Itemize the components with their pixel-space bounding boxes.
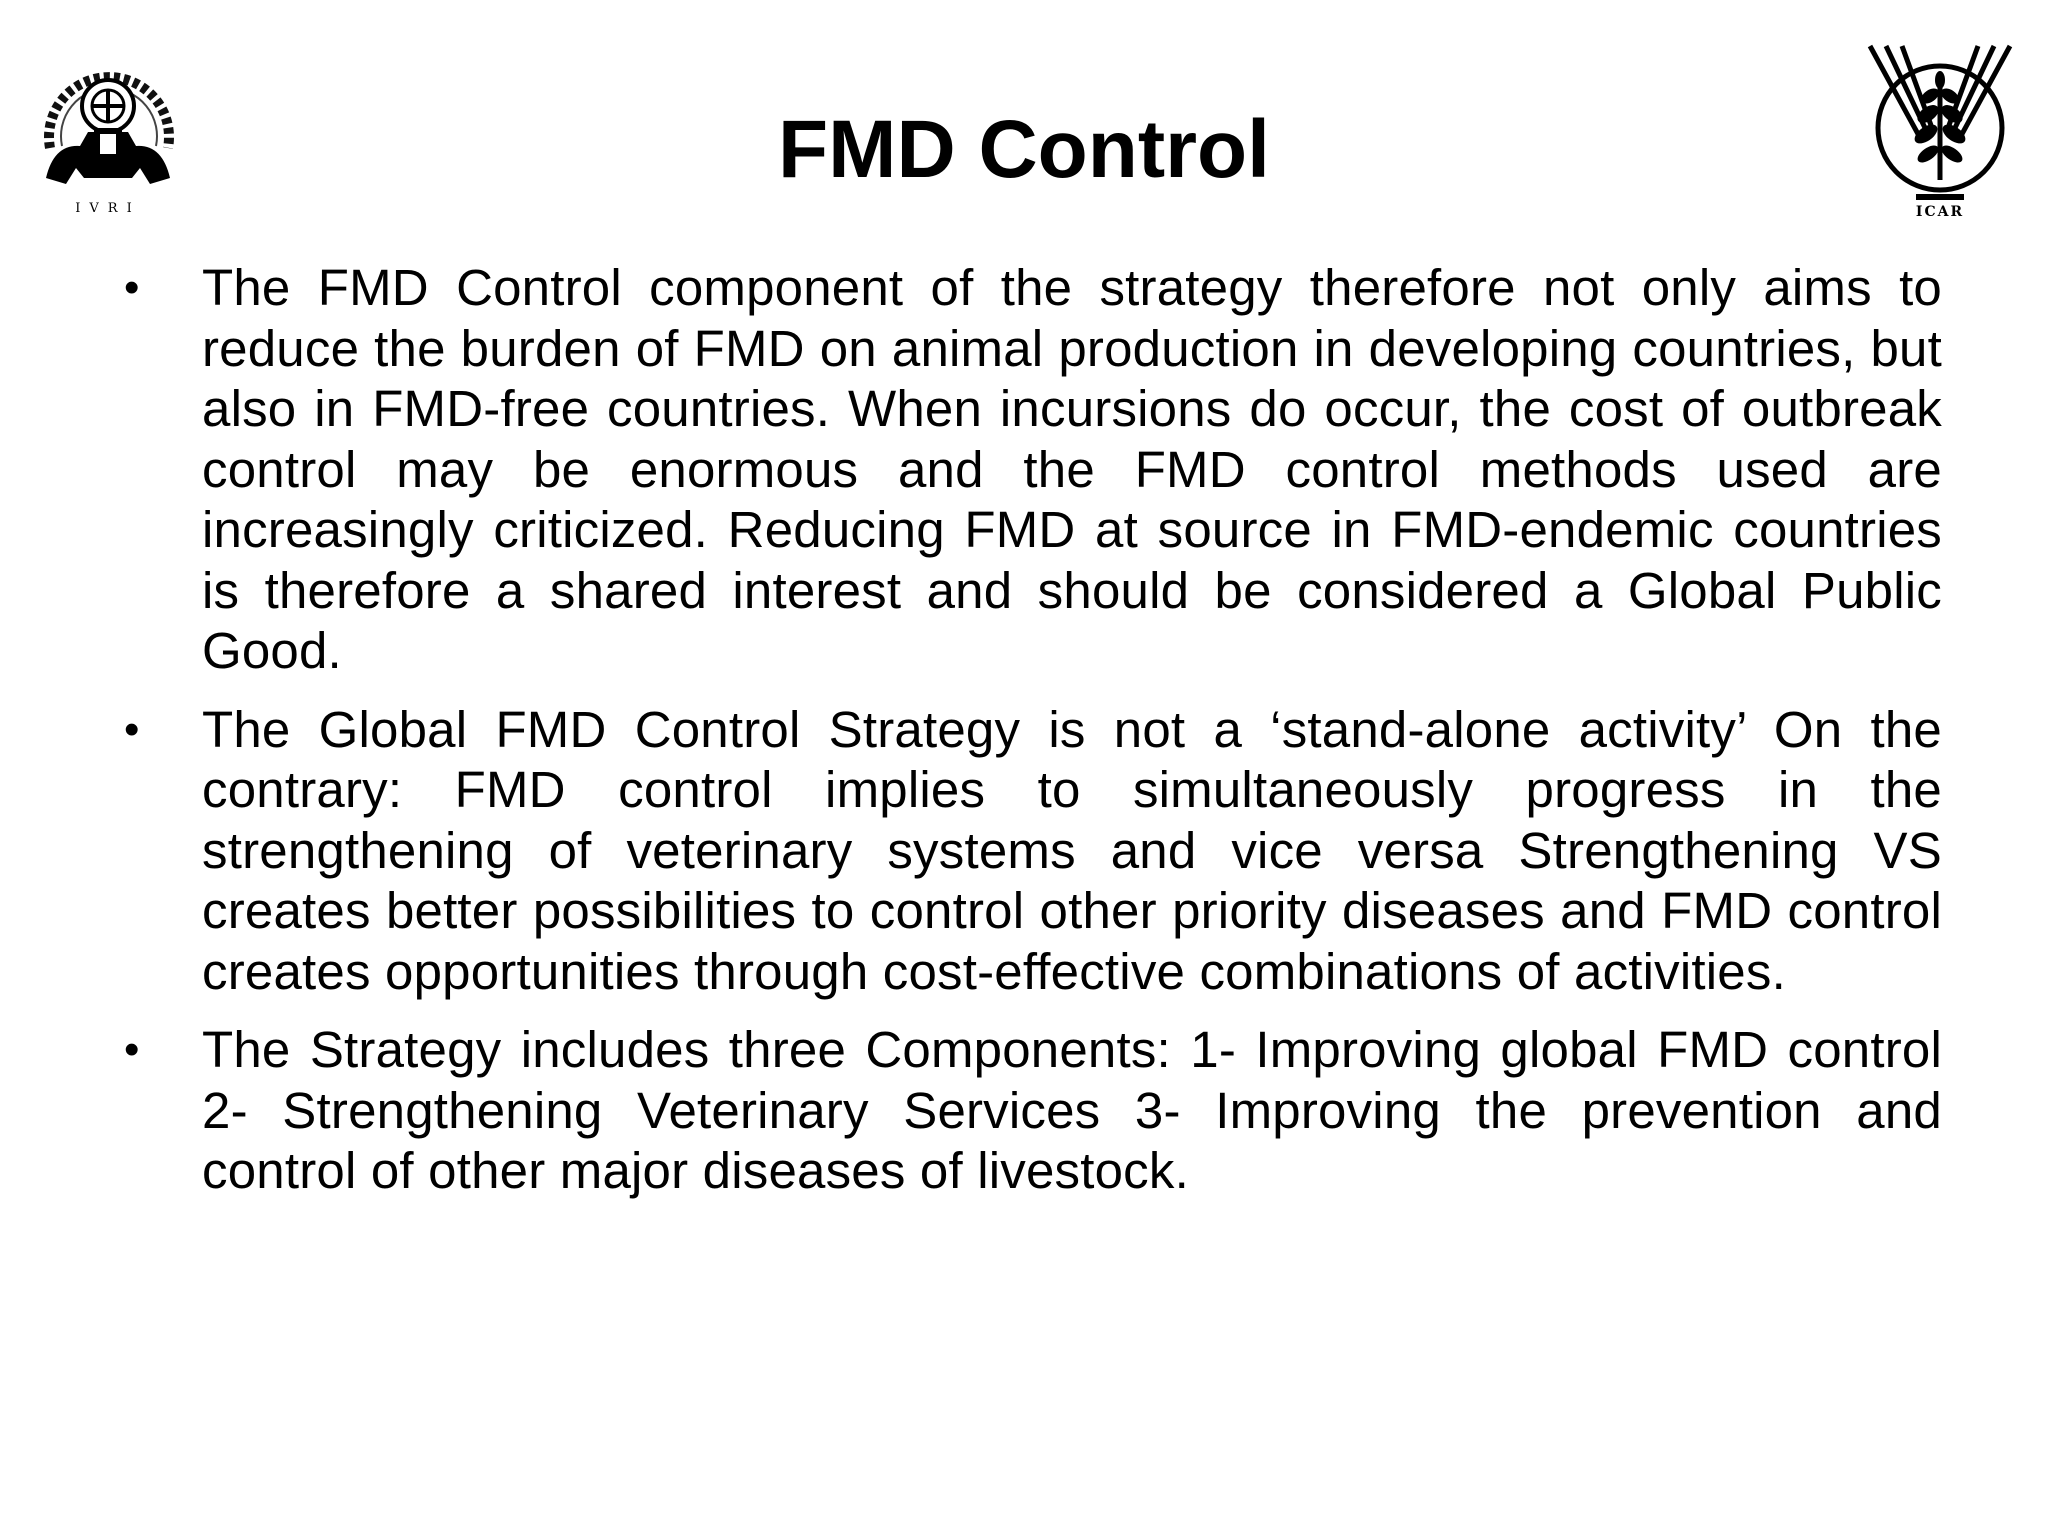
bullet-marker: • xyxy=(124,704,140,754)
left-logo-caption: IVRI xyxy=(75,201,141,216)
bullet-list xyxy=(118,258,1942,1220)
right-logo-caption: ICAR xyxy=(1915,204,1965,220)
bullet-text: The FMD Control component of the strategy therefore not only aims to reduce the burden of FMD on animal production in developing countries, but also in FMD-free countries. When incursions do occur, the cost of outbreak control may be enormous and the FMD control methods used are increasingly criticized. Reducing FMD at source in FMD-endemic countries is therefore a shared interest and should be considered a Global Public Good. xyxy=(202,259,1942,679)
bullet-item xyxy=(118,1020,1942,1202)
bullet-marker: • xyxy=(124,1025,140,1074)
bullet-marker: • xyxy=(124,263,140,312)
bullet-text: The Strategy includes three Components: 1- Improving global FMD control 2- Strengthening Veterinary Services 3- Improving the prevention and control of other major diseases of livestock. xyxy=(202,1021,1942,1199)
bullet-item xyxy=(118,258,1942,682)
slide-title: FMD Control xyxy=(778,104,1270,195)
bullet-text: The Global FMD Control Strategy is not a ‘stand-alone activity’ On the contrary: FMD control implies to simultaneously progress in the strengthening of veterinary systems and vice versa Strengthening VS creates better possibilities to control other priority diseases and FMD control creates opportunities through cost-effective combinations of activities. xyxy=(202,700,1942,1000)
bullet-item xyxy=(118,700,1942,1003)
